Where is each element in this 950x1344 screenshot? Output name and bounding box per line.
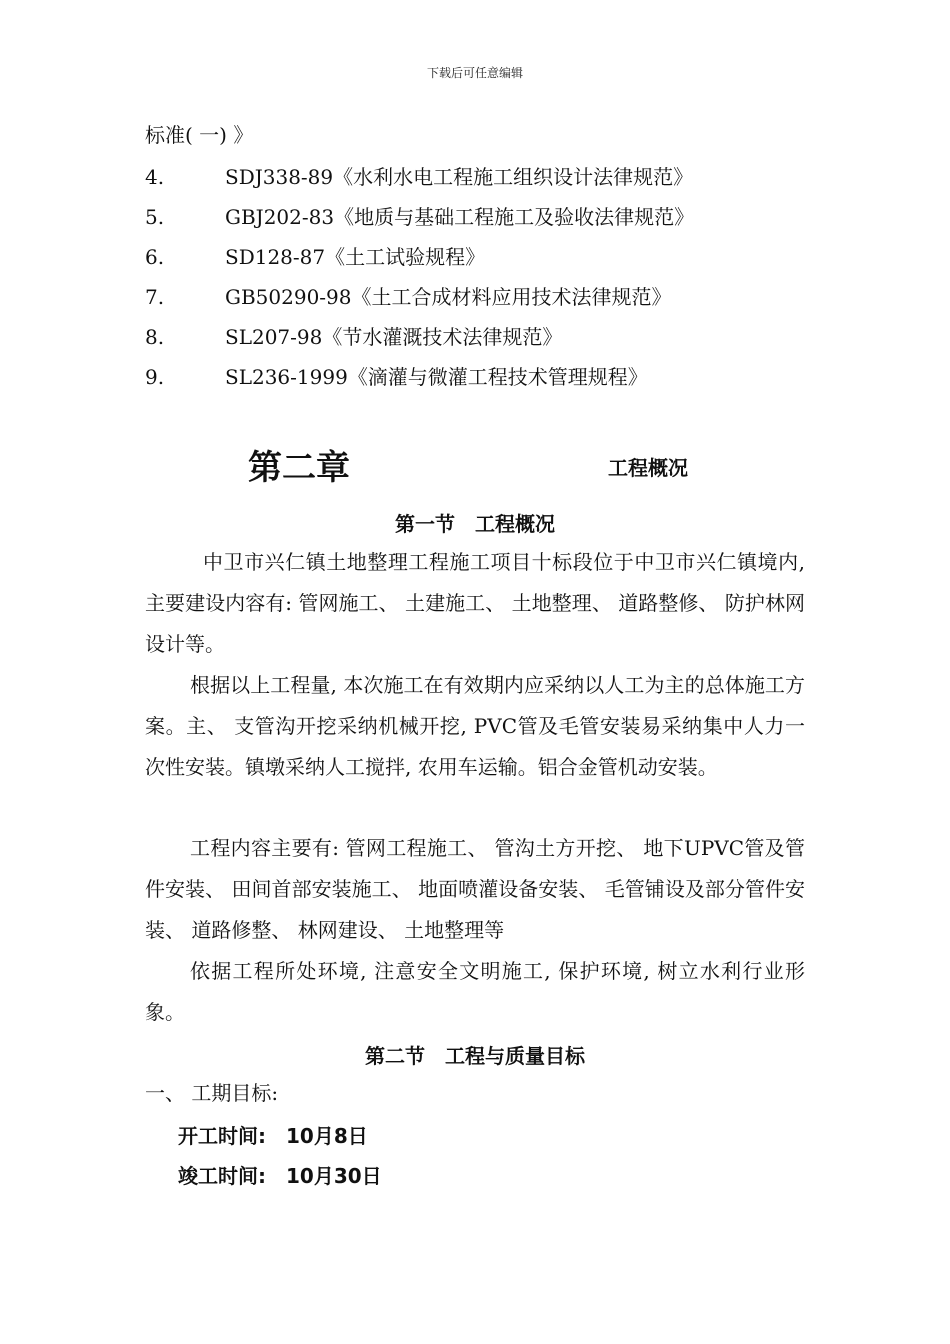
reference-item: [145, 323, 562, 351]
reference-text: SL207-98《节水灌溉技术法律规范》: [225, 325, 563, 349]
chapter-number: 第二章: [248, 448, 350, 488]
reference-number: 9.: [145, 365, 165, 389]
list-heading: 一、 工期目标:: [145, 1081, 279, 1105]
reference-number: 7.: [145, 285, 165, 309]
end-date: 竣工时间: 10月30日: [178, 1164, 382, 1188]
reference-text: GBJ202-83《地质与基础工程施工及验收法律规范》: [225, 205, 695, 229]
reference-text: SD128-87《土工试验规程》: [225, 245, 486, 269]
start-date: 开工时间: 10月8日: [178, 1124, 368, 1148]
reference-text: SL236-1999《滴灌与微灌工程技术管理规程》: [225, 365, 648, 389]
paragraph: 依据工程所处环境, 注意安全文明施工, 保护环境, 树立水利行业形象。: [145, 959, 805, 1024]
header-note: 下载后可任意编辑: [426, 66, 523, 80]
reference-number: 8.: [145, 325, 165, 349]
reference-text: GB50290-98《土工合成材料应用技术法律规范》: [225, 285, 672, 309]
paragraph: 根据以上工程量, 本次施工在有效期内应采纳以人工为主的总体施工方案。主、 支管沟开挖采纳机械开挖, PVC管及毛管安装易采纳集中人力一次性安装。镇墩采纳人工搅拌, 农用车运输。铝合金管机动安装。: [145, 673, 805, 779]
reference-number: 5.: [145, 205, 165, 229]
reference-item: [145, 243, 485, 271]
paragraph: 工程内容主要有: 管网工程施工、 管沟土方开挖、 地下UPVC管及管件安装、 田间首部安装施工、 地面喷灌设备安装、 毛管铺设及部分管件安装、 道路修整、 林网建设、 土地整理等: [145, 836, 805, 942]
reference-item: [145, 203, 694, 231]
section-title: 第二节 工程与质量目标: [365, 1044, 585, 1068]
chapter-title: 工程概况: [608, 456, 688, 480]
standard-tail: 标准( 一) 》: [145, 123, 254, 147]
paragraph: 中卫市兴仁镇土地整理工程施工项目十标段位于中卫市兴仁镇境内, 主要建设内容有: 管网施工、 土建施工、 土地整理、 道路整修、 防护林网设计等。: [145, 550, 805, 656]
reference-item: [145, 363, 648, 391]
reference-number: 4.: [145, 165, 165, 189]
reference-item: [145, 283, 672, 311]
reference-text: SDJ338-89《水利水电工程施工组织设计法律规范》: [225, 165, 694, 189]
section-title: 第一节 工程概况: [395, 512, 555, 536]
reference-number: 6.: [145, 245, 165, 269]
reference-item: [145, 163, 693, 191]
